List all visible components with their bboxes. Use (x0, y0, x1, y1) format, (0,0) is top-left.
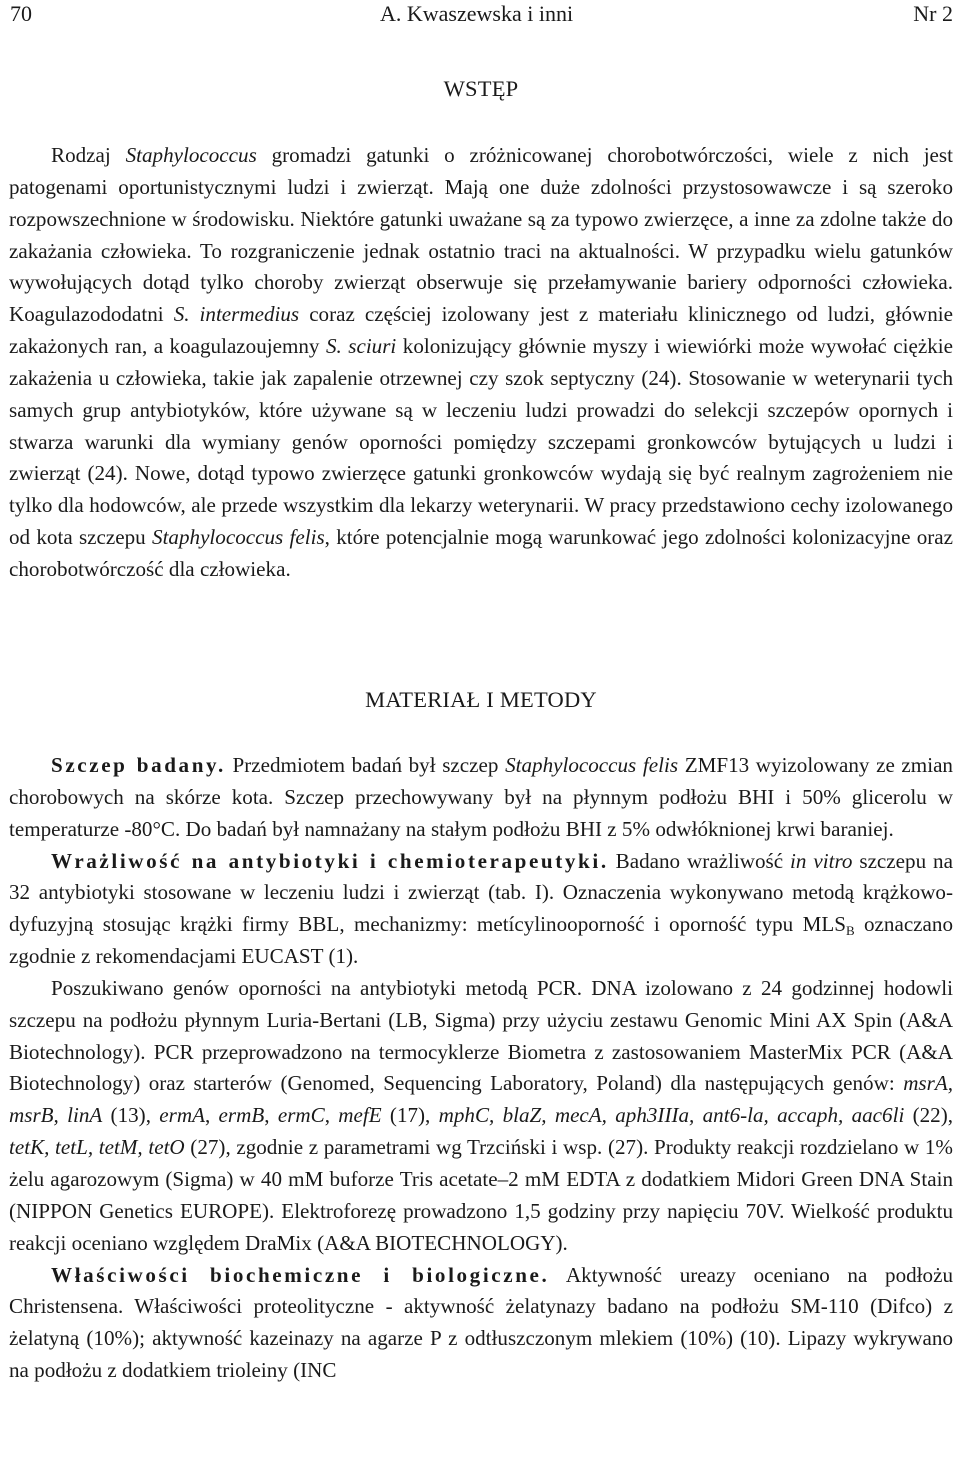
document-page (9, 0, 954, 1383)
strain-heading: Szczep badany. (51, 753, 226, 777)
section-title-introduction: WSTĘP (443, 76, 519, 101)
page-number: 70 (10, 1, 32, 26)
biochem-heading: Właściwości biochemiczne i biologiczne. (51, 1262, 550, 1287)
susceptibility-heading: Wrażliwość na antybiotyki i chemioterapeutyki. (51, 848, 609, 873)
pcr-paragraph: Poszukiwano genów oporności na antybiotyki metodą PCR. DNA izolowano z 24 godzinnej hodowli szczepu na podłożu płynnym Luria-Bertani (LB, Sigma) przy użyciu zestawu Genomic Mini AX Spin (A&A Biotechnology). PCR przeprowadzono na termocyklerze Biometra z zastosowaniem MasterMix PCR (A&A Biotechnology) oraz starterów (Genomed, Sequencing Laboratory, Poland) dla następujących genów: msrA, msrB, linA (13), ermA, ermB, ermC, mefE (17), mphC, blaZ, mecA, aph3IIIa, ant6-la, accaph, aac6li (22), tetK, tetL, tetM, tetO (27), zgodnie z parametrami wg Trzciński i wsp. (27). Produkty reakcji rozdzielano w 1% żelu agarozowym (Sigma) w 40 mM buforze Tris acetate–2 mM EDTA z dodatkiem Midori Green DNA Stain (NIPPON Genetics EUROPE). Elektroforezę prowadzono 1,5 godziny przy napięciu 70V. Wielkość produktu reakcji oceniano względem DraMix (A&A BIOTECHNOLOGY). (9, 975, 954, 1255)
biochem-paragraph: Właściwości biochemiczne i biologiczne. Aktywność ureazy oceniano na podłożu Christensena. Właściwości proteolityczne - aktywność żelatynazy badano na podłożu SM-110 (Difco) z żelatyną (10%); aktywność kazeinazy na agarze P z odtłuszczonym mlekiem (10%) (10). Lipazy wykrywano na podłożu z dodatkiem trioleiny (INC (9, 1262, 953, 1383)
susceptibility-paragraph: Wrażliwość na antybiotyki i chemioterapeutyki. Badano wrażliwość in vitro szczepu na 32 antybiotyki stosowane w leczeniu ludzi i zwierząt (tab. I). Oznaczenia wykonywano metodą krążkowo-dyfuzyjną stosując krążki firmy BBL, mechanizmy: metícylinooporność i oporność typu $MLS_B$ oznaczano zgodnie z rekomendacjami EUCAST (1). (9, 848, 953, 969)
running-header (9, 0, 953, 34)
section-title-methods: MATERIAŁ I METODY (365, 687, 597, 712)
running-authors: A. Kwaszewska i inni (380, 1, 574, 26)
introduction-paragraph: Rodzaj Staphylococcus gromadzi gatunki o zróżnicowanej chorobotwórczości, wiele z nich jest patogenami oportunistycznymi ludzi i zwierząt. Mają one duże zdolności przystosowawcze i są szeroko rozpowszechnione w środowisku. Niektóre gatunki uważane są za typowo zwierzęce, a inne za zdolne także do zakażania człowieka. To rozgraniczenie jednak ostatnio traci na aktualności. W przypadku wielu gatunków wywołujących dotąd tylko choroby zwierząt obserwuje się przełamywanie bariery odporności człowieka. Koagulazododatni S. intermedius coraz częściej izolowany jest z materiału klinicznego od ludzi, głównie zakażonych ran, a koagulazoujemny S. sciuri kolonizujący głównie myszy i wiewiórki może wywołać ciężkie zakażenia u człowieka, takie jak zapalenie otrzewnej czy szok septyczny (24). Stosowanie w weterynarii tych samych grup antybiotyków, które używane są w leczeniu ludzi prowadzi do selekcji szczepów opornych i stwarza warunki dla wymiany genów oporności pomiędzy szczepami gronkowców bytujących u ludzi i zwierząt (24). Nowe, dotąd typowo zwierzęce gatunki gronkowców wydają się być realnym zagrożeniem nie tylko dla hodowców, ale przede wszystkim dla lekarzy weterynarii. W pracy przedstawiono cechy izolowanego od kota szczepu Staphylococcus felis, które potencjalnie mogą warunkować jego zdolności kolonizacyjne oraz chorobotwórczość dla człowieka. (9, 143, 954, 581)
strain-paragraph: Szczep badany. Przedmiotem badań był szczep Staphylococcus felis ZMF13 wyizolowany ze zmian chorobowych na skórze kota. Szczep przechowywany był na płynnym podłożu BHI i 50% glicerolu w temperaturze -80°C. Do badań był namnażany na stałym podłożu BHI z 5% odwłóknionej krwi baraniej. (9, 753, 953, 841)
issue-number: Nr 2 (913, 1, 953, 26)
methods-body (9, 750, 953, 1387)
